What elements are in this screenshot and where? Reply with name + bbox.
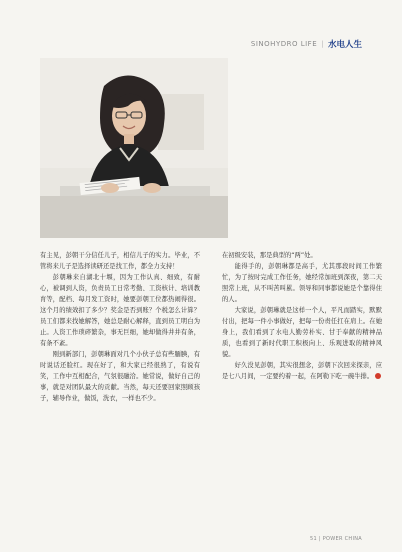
page-header: [251, 38, 362, 50]
article-paragraph: 好久没见彭朝，其实很想念，彭朝下次回来探亲，应是七八月间，一定要约着一起，在阿勒下吃一碗牛排。: [222, 362, 382, 380]
article-end-icon: [375, 373, 381, 379]
article-paragraph: 刚到新部门，彭朝琳面对几个小伙子总有些腼腆，有时说话还脸红。现在好了，和大家已经很熟了，有说有笑，工作中互相配合，气氛很融洽。她常说，做好自己的事，就是对团队最大的贡献。当然，每天还要回家照顾孩子，辅导作业，做饭，洗衣，一样也不少。: [40, 351, 200, 402]
article-column-right: [222, 250, 382, 382]
article-paragraph: 能得手的，彭朝琳都是高手，尤其那段时间工作繁忙，为了按时完成工作任务，她经常加班到深夜，第二天照常上班，从不叫苦叫累。领导和同事都说她是个靠得住的人。: [222, 263, 382, 303]
section-title: 水电人生: [327, 40, 362, 50]
article-paragraph: 大家说，彭朝琳就是这样一个人，平凡而踏实，默默付出，把每一件小事做好，把每一份责任扛在肩上。在她身上，我们看到了水电人勤劳朴实、甘于奉献的精神品质，也看到了新时代职工积极向上、乐观进取的精神风貌。: [222, 307, 382, 358]
article-paragraph: 在初级安装，那是典型的“两”处。: [222, 252, 317, 259]
article-paragraph: 有主见，彭朝干分信任儿子，相信儿子的实力。毕业，不管将来儿子是选择读研还是找工作，都全力支持！: [40, 252, 200, 270]
page-footer: 51 | POWER CHINA: [309, 536, 362, 542]
article-paragraph: 彭朝琳来自湖北十堰，因为工作认真、细致，有耐心，被调到人资，负责员工日常考勤、工资核计、培训教育等，配档、每月发工资时，她要彭朝工位都热闹得很。这个月的绩效扣了多少？奖金是否到账？个税怎么计算？员工们都来找她解答，她总是耐心解释，直到员工明白为止。人资工作琐碎繁杂，事无巨细，她却做得井井有条，有条不紊。: [40, 274, 200, 347]
header-divider: |: [321, 40, 324, 48]
series-label: SINOHYDRO LIFE: [250, 40, 318, 48]
article-column-left: [40, 250, 200, 404]
portrait-photo: [40, 58, 228, 238]
portrait-illustration: [40, 58, 228, 238]
